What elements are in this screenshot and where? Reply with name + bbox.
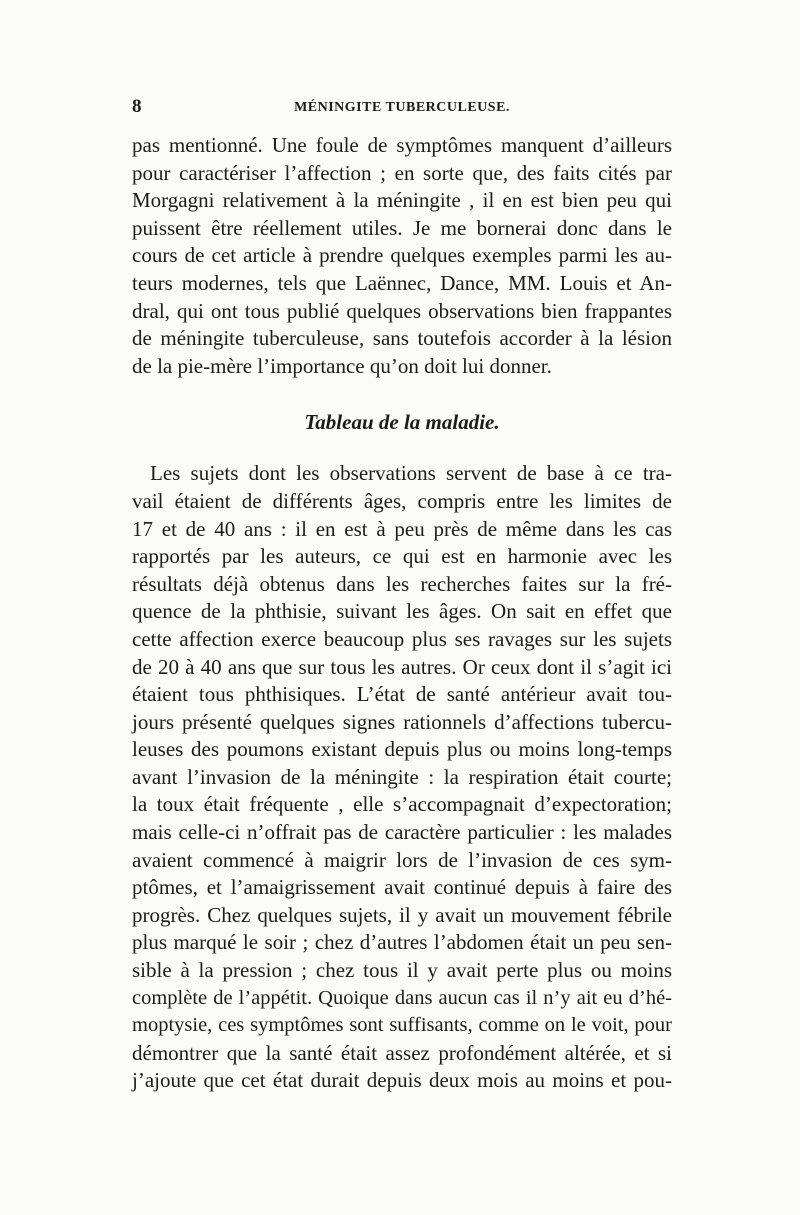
text-line: mais celle-ci n’offrait pas de caractère particulier : les malades (132, 820, 672, 845)
text-line: progrès. Chez quelques sujets, il y avait un mouvement fébrile (132, 902, 672, 927)
text-line: moptysie, ces symptômes sont suffisants, comme on le voit, pour (132, 1014, 672, 1037)
text-line: rapportés par les auteurs, ce qui est en harmonie avec les (132, 544, 672, 569)
text-line: Morgagni relativement à la méningite , il en est bien peu qui (132, 188, 672, 213)
text-line: de la pie-mère l’importance qu’on doit lui donner. (132, 353, 552, 378)
text-line: cours de cet article à prendre quelques exemples parmi les au- (132, 243, 672, 268)
text-line: puissent être réellement utiles. Je me bornerai donc dans le (132, 215, 672, 240)
text-line: quence de la phthisie, suivant les âges. On sait en effet que (132, 599, 672, 624)
text-line: résultats déjà obtenus dans les recherches faites sur la fré- (132, 571, 672, 596)
text-line: la toux était fréquente , elle s’accompagnait d’expectoration; (132, 792, 672, 817)
running-title: MÉNINGITE TUBERCULEUSE. (294, 100, 510, 115)
text-line: ptômes, et l’amaigrissement avait continué depuis à faire des (132, 875, 672, 900)
text-line: Les sujets dont les observations servent de base à ce tra- (150, 461, 672, 486)
text-line: cette affection exerce beaucoup plus ses ravages sur les sujets (132, 626, 672, 651)
text-line: étaient tous phthisiques. L’état de santé antérieur avait tou- (132, 682, 672, 707)
text-line: 17 et de 40 ans : il en est à peu près de même dans les cas (132, 516, 672, 541)
text-line: dral, qui ont tous publié quelques observations bien frappantes (132, 298, 672, 323)
text-line: j’ajoute que cet état durait depuis deux mois au moins et pou- (132, 1068, 672, 1093)
text-line: jours présenté quelques signes rationnels d’affections tubercu- (132, 709, 672, 734)
text-line: de 20 à 40 ans que sur tous les autres. Or ceux dont il s’agit ici (132, 654, 672, 679)
paragraph-body (132, 460, 672, 1095)
text-line: de méningite tuberculeuse, sans toutefois accorder à la lésion (132, 326, 672, 351)
page-number: 8 (132, 96, 142, 117)
text-line: teurs modernes, tels que Laënnec, Dance, MM. Louis et An- (132, 270, 672, 295)
text-line: complète de l’appétit. Quoique dans aucun cas il n’y ait eu d’hé- (132, 986, 672, 1009)
text-line: démontrer que la santé était assez profondément altérée, et si (132, 1040, 672, 1065)
section-heading: Tableau de la maladie. (304, 410, 500, 435)
text-line: sible à la pression ; chez tous il y avait perte plus ou moins (132, 958, 672, 983)
text-line: pas mentionné. Une foule de symptômes manquent d’ailleurs (132, 133, 672, 157)
text-line: leuses des poumons existant depuis plus ou moins long-temps (132, 737, 672, 762)
text-line: plus marqué le soir ; chez d’autres l’abdomen était un peu sen- (132, 930, 672, 955)
paragraph-intro (132, 132, 672, 380)
text-line: pour caractériser l’affection ; en sorte que, des faits cités par (132, 160, 672, 185)
text-line: avaient commencé à maigrir lors de l’invasion de ces sym- (132, 847, 672, 872)
text-line: vail étaient de différents âges, compris entre les limites de (132, 488, 672, 513)
running-head (132, 96, 672, 124)
text-line: avant l’invasion de la méningite : la respiration était courte; (132, 764, 672, 789)
book-page (132, 96, 672, 1095)
